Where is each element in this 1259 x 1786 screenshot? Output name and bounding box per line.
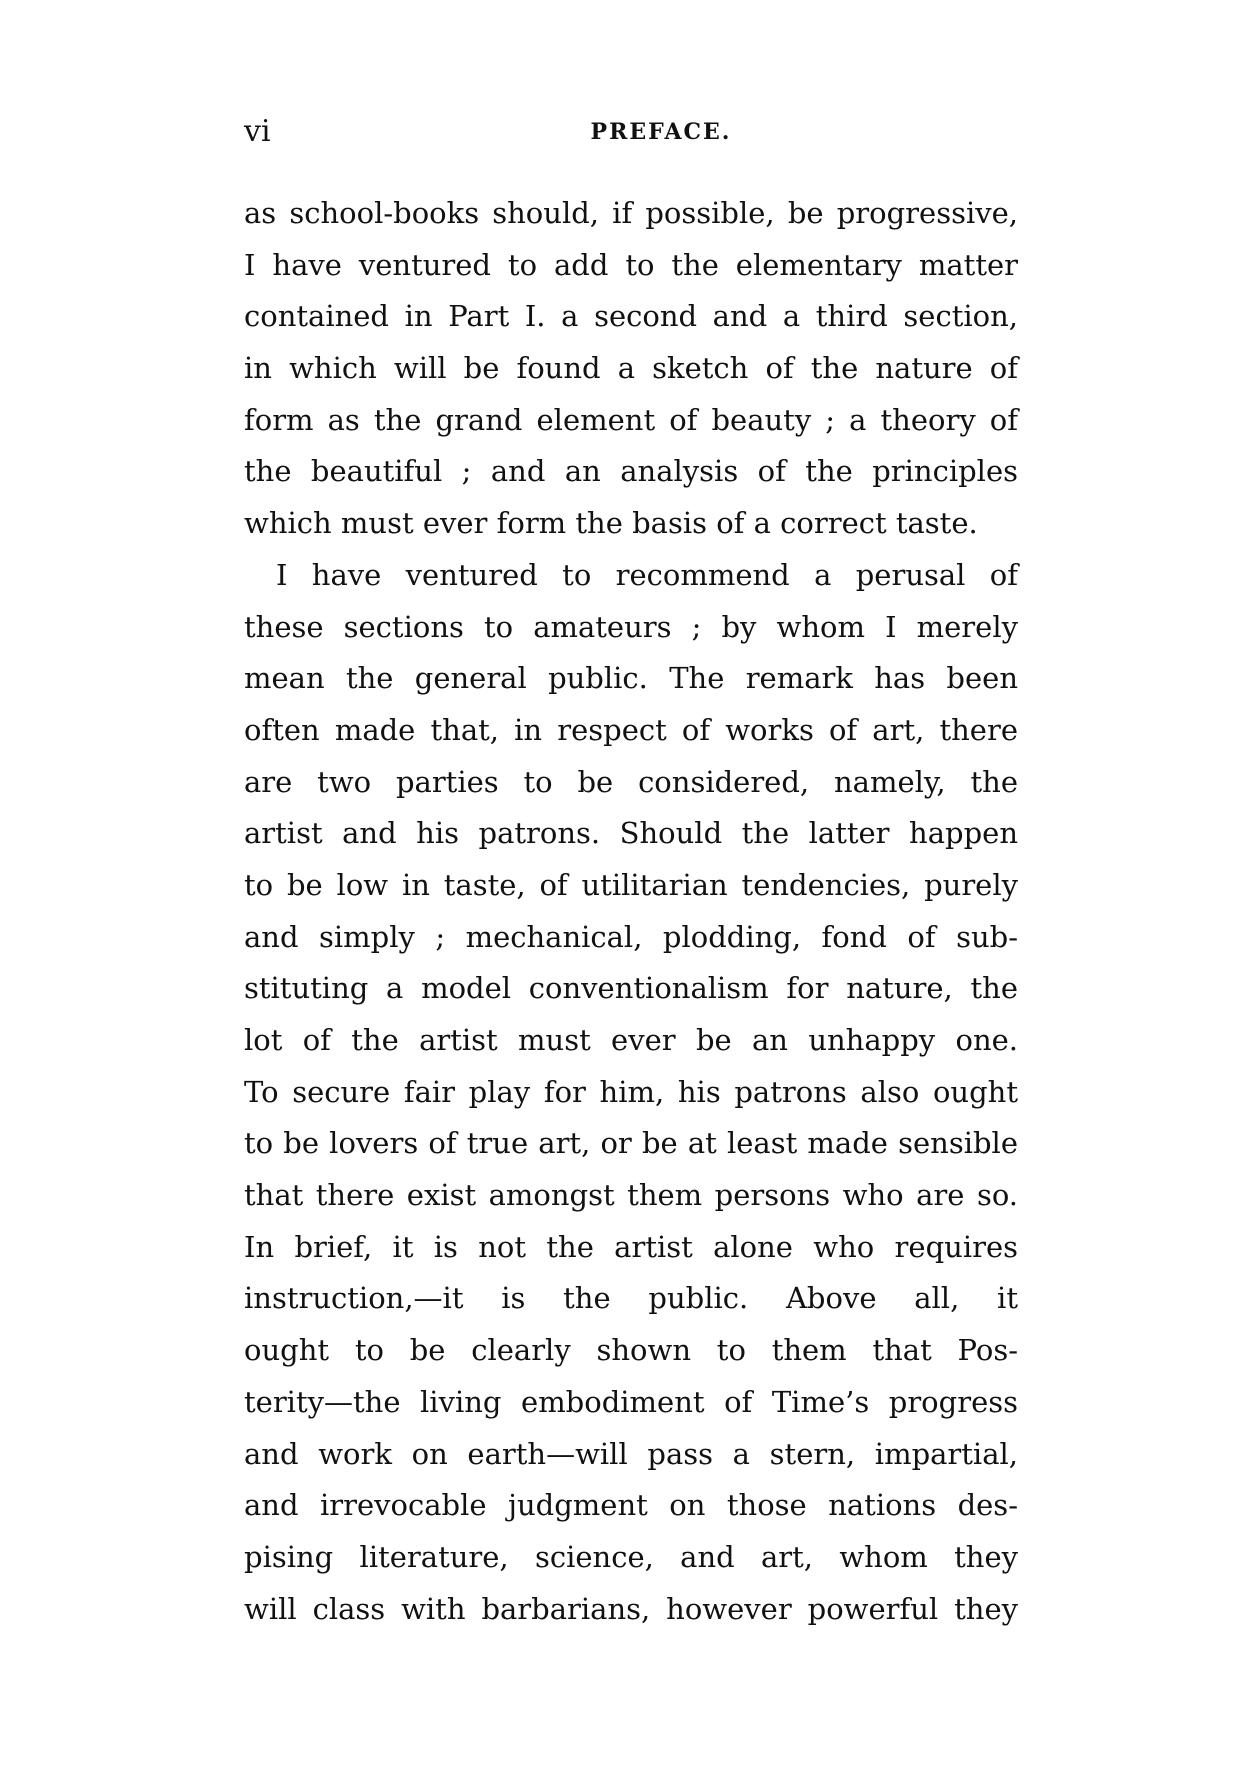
page-number: vi: [244, 114, 271, 149]
text-line: artist and his patrons. Should the latter happen: [244, 816, 1018, 851]
text-line: I have ventured to recommend a perusal of: [276, 557, 1018, 592]
text-line: and work on earth—will pass a stern, impartial,: [244, 1436, 1018, 1471]
text-line: often made that, in respect of works of art, there: [244, 712, 1018, 747]
text-line: will class with barbarians, however powerful they: [244, 1591, 1018, 1626]
paragraph: [244, 188, 1018, 550]
text-line: to be low in taste, of utilitarian tendencies, purely: [244, 867, 1018, 902]
text-line: are two parties to be considered, namely, the: [244, 764, 1018, 799]
running-title: PREFACE.: [590, 119, 732, 145]
text-line: To secure fair play for him, his patrons also ought: [244, 1074, 1018, 1109]
text-line: I have ventured to add to the elementary matter: [244, 247, 1018, 282]
text-line: these sections to amateurs ; by whom I merely: [244, 609, 1018, 644]
text-line: terity—the living embodiment of Time’s progress: [244, 1384, 1018, 1419]
text-line: instruction,—it is the public. Above all, it: [244, 1281, 1018, 1316]
text-line: lot of the artist must ever be an unhappy one.: [244, 1023, 1018, 1057]
running-head: [244, 112, 1018, 152]
text-line: to be lovers of true art, or be at least made sensible: [244, 1126, 1018, 1161]
text-line: form as the grand element of beauty ; a theory of: [244, 402, 1018, 437]
text-line: stituting a model conventionalism for nature, the: [244, 971, 1018, 1006]
text-line: pising literature, science, and art, whom they: [244, 1539, 1018, 1574]
text-line: contained in Part I. a second and a third section,: [244, 299, 1018, 334]
text-line: which must ever form the basis of a correct taste.: [244, 506, 978, 541]
text-line: In brief, it is not the artist alone who requires: [244, 1229, 1018, 1264]
text-line: and simply ; mechanical, plodding, fond of sub-: [244, 919, 1018, 954]
text-line: and irrevocable judgment on those nations des-: [244, 1488, 1018, 1523]
text-line: mean the general public. The remark has been: [244, 661, 1018, 696]
text-line: in which will be found a sketch of the nature of: [244, 351, 1018, 386]
paragraph: [244, 550, 1018, 1635]
text-line: the beautiful ; and an analysis of the principles: [244, 454, 1018, 489]
text-line: ought to be clearly shown to them that Pos-: [244, 1333, 1018, 1368]
body-text: [244, 188, 1018, 1635]
text-line: that there exist amongst them persons who are so.: [244, 1178, 1018, 1213]
text-line: as school-books should, if possible, be progressive,: [244, 196, 1018, 230]
